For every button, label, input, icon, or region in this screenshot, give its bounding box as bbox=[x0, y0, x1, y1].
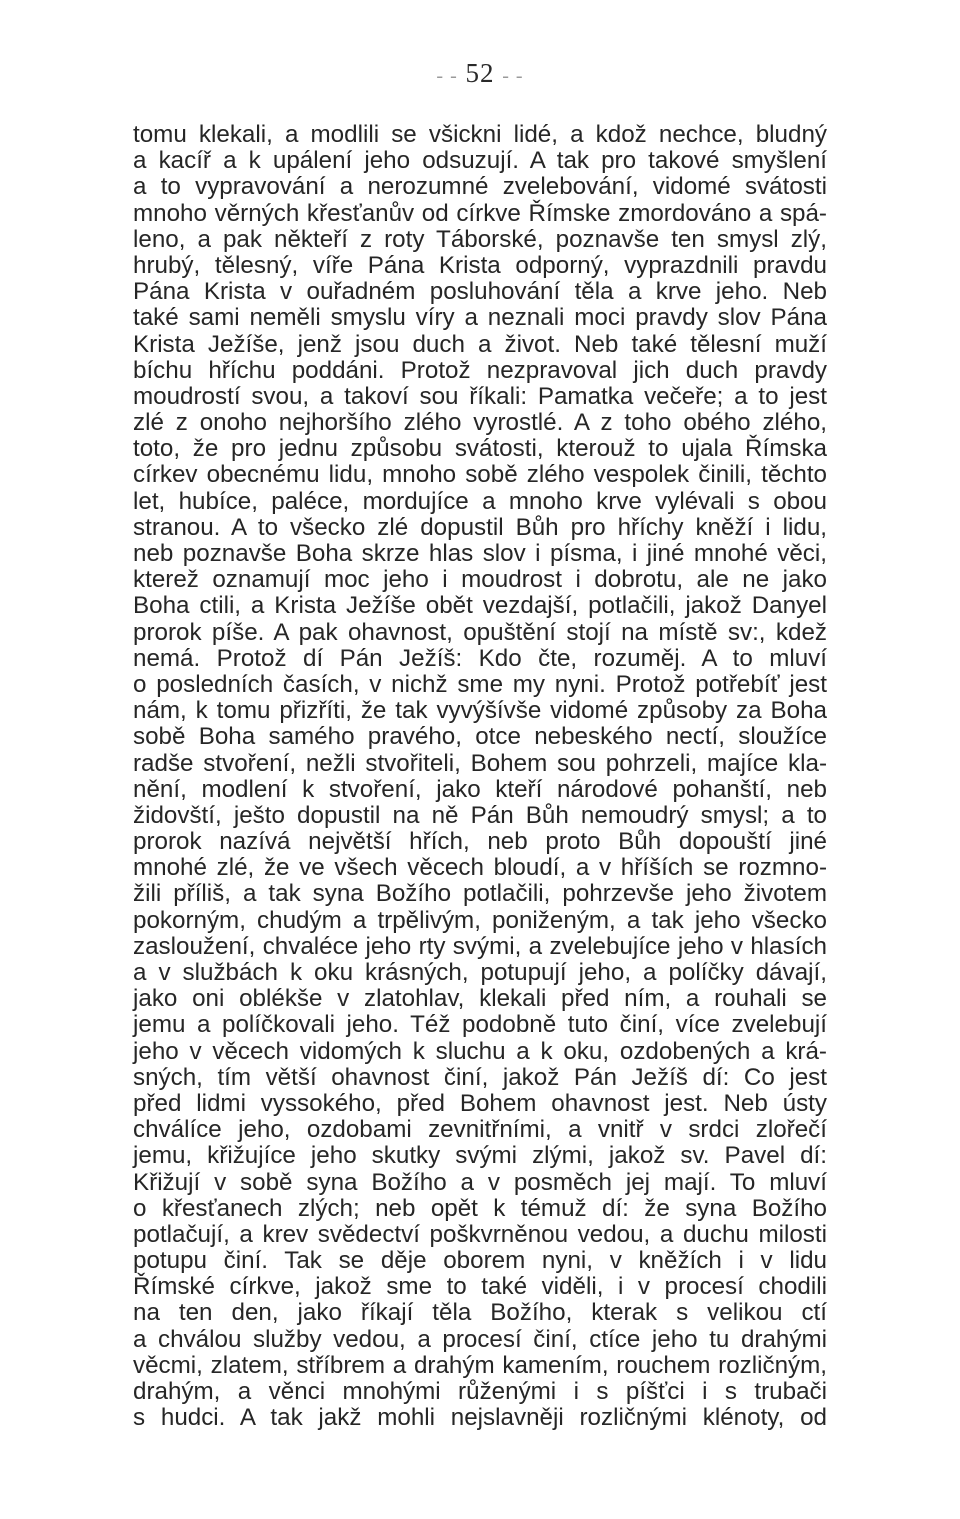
text-line: a kacíř a k upálení jeho odsuzují. A tak pro takové smyšlení bbox=[133, 147, 827, 175]
body-text bbox=[133, 122, 827, 1431]
text-line: sných, tím větší ohavnost činí, jakož Pán Ježíš dí: Co jest bbox=[133, 1063, 827, 1091]
text-line: mnoho věrných křesťanův od církve Římske zmordováno a spá- bbox=[133, 199, 827, 227]
text-line: pokorným, chudým a trpělivým, poniženým, a tak jeho všecko bbox=[133, 906, 827, 934]
text-line: drahým, a věnci mnohými růženými i s píšťci i s trubači bbox=[133, 1378, 827, 1405]
text-line: zasloužení, chvaléce jeho rty svými, a zvelebujíce jeho v hlasích bbox=[133, 932, 827, 960]
text-line: chválíce jeho, ozdobami zevnitřními, a vnitř v srdci zlořečí bbox=[133, 1116, 827, 1144]
text-line: nění, modlení k stvoření, jako kteří národové pohanští, neb bbox=[133, 775, 827, 803]
page-number-value: 52 bbox=[465, 58, 495, 88]
text-line: mnohé zlé, že ve všech věcech bloudí, a v hříších se rozmno- bbox=[133, 854, 827, 882]
text-line: Boha ctili, a Krista Ježíše obět vezdajší, potlačili, jakož Danyel bbox=[133, 592, 827, 620]
text-line: židovští, ješto dopustil na ně Pán Bůh nemoudrý smysl; a to bbox=[133, 801, 827, 829]
text-line: Římské církve, jakož sme to také viděli, i v procesí chodili bbox=[133, 1273, 827, 1301]
text-line: s hudci. A tak jakž mohli nejslavněji rozličnými klénoty, od bbox=[133, 1404, 827, 1432]
text-line: zlé z onoho nejhoršího zlého vyrostlé. A z toho obého zlého, bbox=[133, 409, 827, 437]
text-line: kterež oznamují moc jeho i moudrost i dobrotu, ale ne jako bbox=[133, 566, 827, 594]
text-line: věcmi, zlatem, stříbrem a drahým kamením, rouchem rozličným, bbox=[133, 1351, 827, 1379]
text-line: potlačují, a krev svědectví poškvrněnou vedou, a duchu milosti bbox=[133, 1220, 827, 1248]
text-line: radše stvoření, nežli stvořiteli, Bohem sou pohrzeli, majíce kla- bbox=[133, 749, 827, 777]
text-line: a v službách k oku krásných, potupují jeho, a políčky dávají, bbox=[133, 959, 827, 986]
text-line: tomu klekali, a modlili se všickni lidé, a kdož nechce, bludný bbox=[133, 121, 827, 148]
page-number-dash-right: - - bbox=[502, 64, 524, 87]
text-line: Pána Krista v ouřadném posluhování těla a krve jeho. Neb bbox=[133, 278, 827, 306]
page-number-dash-left: - - bbox=[436, 64, 458, 87]
text-line: jemu a políčkovali jeho. Též podobně tuto činí, více zvelebují bbox=[133, 1011, 827, 1039]
text-line: jemu, křižujíce jeho skutky svými zlými, jakož sv. Pavel dí: bbox=[133, 1142, 827, 1170]
text-line: církev obecnému lidu, mnoho sobě zlého vespolek činili, těchto bbox=[133, 461, 827, 489]
text-line: žili příliš, a tak syna Božího potlačili, pohrzevše jeho životem bbox=[133, 880, 827, 908]
text-line: o posledních časích, v nichž sme my nyni. Protož potřebíť jest bbox=[133, 670, 827, 698]
text-line: prorok nazívá největší hřích, neb proto Bůh dopouští jiné bbox=[133, 828, 827, 856]
text-line: hrubý, tělesný, víře Pána Krista odporný, vyprazdnili pravdu bbox=[133, 251, 827, 279]
text-line: prorok píše. A pak ohavnost, opuštění stojí na místě sv:, kdež bbox=[133, 618, 827, 646]
text-line: let, hubíce, paléce, mordujíce a mnoho krve vylévali s obou bbox=[133, 487, 827, 515]
text-line: sobě Boha samého pravého, otce nebeského nectí, sloužíce bbox=[133, 723, 827, 751]
text-line: jako oni oblékše v zlatohlav, klekali před ním, a rouhali se bbox=[133, 985, 827, 1013]
text-line: bíchu hříchu poddáni. Protož nezpravoval jich duch pravdy bbox=[133, 356, 827, 384]
text-line: a to vypravování a nerozumné zvelebování, vidomé svátosti bbox=[133, 173, 827, 201]
text-line: také sami neměli smyslu víry a neznali moci pravdy slov Pána bbox=[133, 304, 827, 332]
text-line: neb poznavše Boha skrze hlas slov i písma, i jiné mnohé věci, bbox=[133, 540, 827, 567]
text-line: a chválou služby vedou, a procesí činí, ctíce jeho tu drahými bbox=[133, 1325, 827, 1353]
text-line: o křesťanech zlých; neb opět k témuž dí: že syna Božího bbox=[133, 1194, 827, 1222]
text-line: před lidmi vyssokého, před Bohem ohavnost jest. Neb ústy bbox=[133, 1089, 827, 1117]
text-line: nám, k tomu přizříti, že tak vyvýšívše vidomé způsoby za Boha bbox=[133, 697, 827, 725]
text-line: toto, že pro jednu způsobu svátosti, kterouž to ujala Římska bbox=[133, 435, 827, 463]
text-line: leno, a pak někteří z roty Táborské, poznavše ten smysl zlý, bbox=[133, 225, 827, 253]
text-line: nemá. Protož dí Pán Ježíš: Kdo čte, rozuměj. A to mluví bbox=[133, 644, 827, 672]
text-line: na ten den, jako říkají těla Božího, kterak s velikou ctí bbox=[133, 1299, 827, 1327]
text-line: Krista Ježíše, jenž jsou duch a život. Neb také tělesní muží bbox=[133, 330, 827, 358]
text-line: stranou. A to všecko zlé dopustil Bůh pro hříchy kněží i lidu, bbox=[133, 513, 827, 541]
text-line: jeho v věcech vidomých k sluchu a k oku, ozdobených a krá- bbox=[133, 1037, 827, 1065]
text-line: moudrostí svou, a takoví sou říkali: Pamatka večeře; a to jest bbox=[133, 382, 827, 410]
text-line: Křižují v sobě syna Božího a v posměch jej mají. To mluví bbox=[133, 1168, 827, 1196]
page-number bbox=[0, 58, 960, 91]
text-line: potupu činí. Tak se děje oborem nyni, v kněžích i v lidu bbox=[133, 1247, 827, 1275]
